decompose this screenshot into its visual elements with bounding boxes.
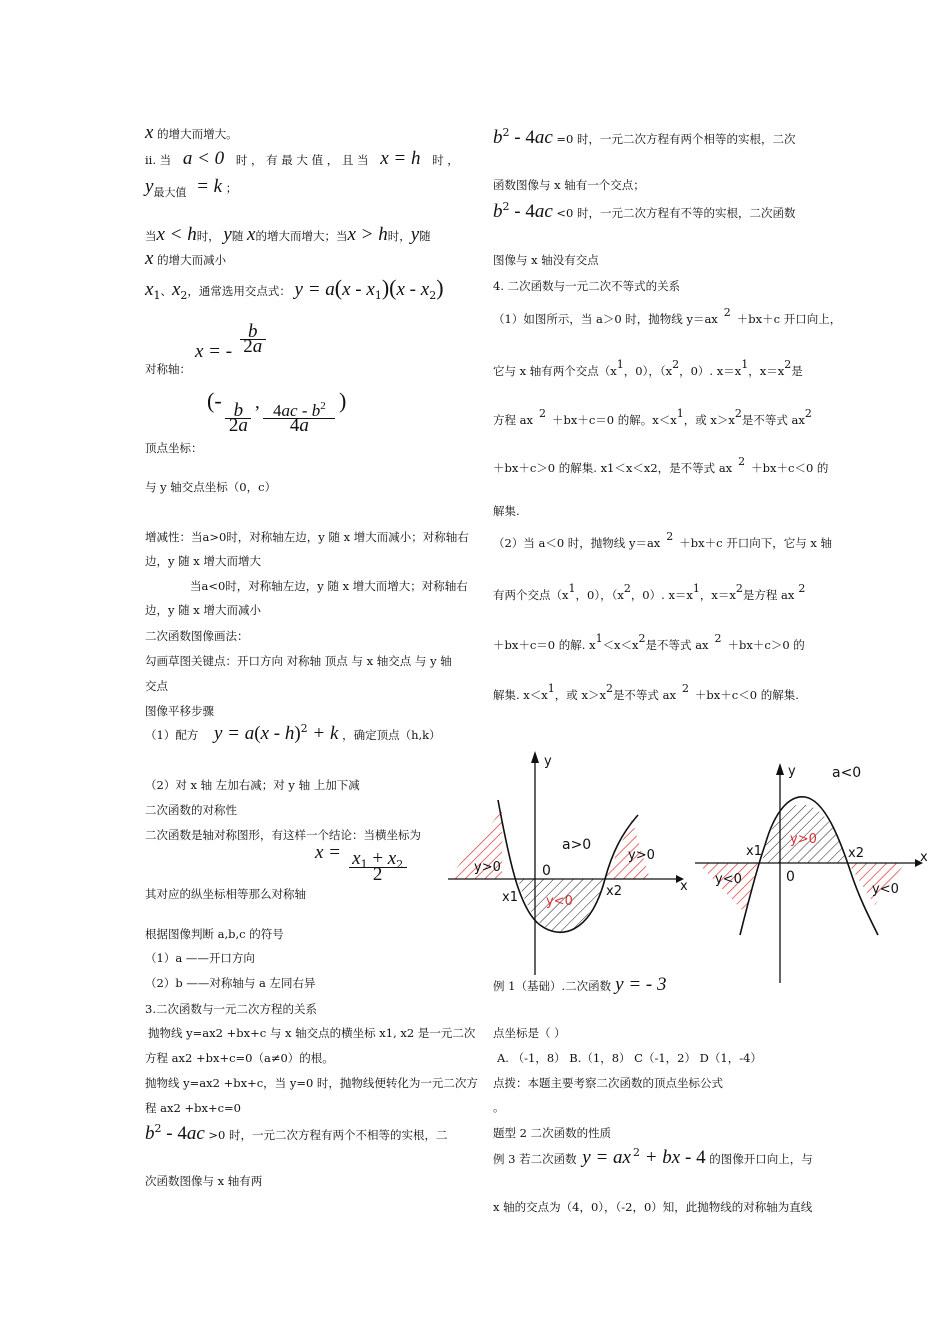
example-1-options: A. （-1，8） B.（1，8） C（-1，2） D（1，-4） [497, 1051, 762, 1065]
p3: 方程 ax $^2$ ＋bx＋c＝0 的解。$x<x^1$，或 $x>x^2$是不等式 $ax^2$ [493, 407, 812, 427]
relation-5: $b^2 - 4ac >0$ 时，一元二次方程有两个不相等的实根，二 [145, 1122, 448, 1144]
hint: 点拨：本题主要考察二次函数的顶点坐标公式 [493, 1076, 723, 1090]
x2-label: x2 [848, 846, 864, 861]
draw-title: 二次函数图像画法： [145, 629, 249, 643]
draw-2: 交点 [145, 679, 168, 693]
y-negative: y<0 [546, 894, 573, 909]
relation-6: 次函数图像与 x 轴有两 [145, 1174, 263, 1188]
monotonic-1: 增减性：当a>0时，对称轴左边，y 随 x 增大而减小；对称轴右 [145, 530, 469, 544]
p5: 解集. [493, 504, 520, 518]
example-1-question: 点坐标是（ ） [493, 1026, 566, 1040]
axis-formula: x = - $\frac{b}{2a}$ [195, 325, 266, 354]
p4: ＋bx＋c＞0 的解集. x1＜x＜x2，是不等式 ax $^2$ ＋bx＋c＜0 的 [493, 455, 829, 475]
parabola-figure [440, 745, 940, 985]
a-label: a>0 [562, 837, 592, 853]
y-positive: y>0 [790, 832, 817, 847]
sign-title: 根据图像判断 a,b,c 的符号 [145, 927, 284, 941]
y-intercept: 与 y 轴交点坐标（0，c） [145, 480, 277, 494]
x2-label: x2 [606, 884, 622, 899]
axis-label: 对称轴： [145, 362, 191, 376]
monotonic-4: 边，y 随 x 增大而减小 [145, 603, 261, 617]
sign-2: （2）b ——对称轴与 a 左同右异 [145, 976, 316, 990]
x1-label: x1 [746, 844, 762, 859]
vertex-label: 顶点坐标： [145, 441, 203, 455]
example-3: 例 3 若二次函数 y = ax $^2$ + bx - 4 的图像开口向上，与 [493, 1146, 813, 1168]
relation-4: 程 ax2 +bx+c=0 [145, 1101, 241, 1115]
vertex-formula: (- $\frac{b}{2a}$ , $\frac{4ac - b^2}{4a}$ ) [207, 387, 347, 436]
line-case-ii: ii. 当 a < 0 时 ， 有 最 大 值 ， 且 当 x = h 时 ， [145, 148, 459, 169]
monotonic-2: 边，y 随 x 增大而增大 [145, 554, 261, 568]
graph-a-positive [448, 751, 688, 975]
q1: （2）当 a＜0 时，抛物线 y＝ax $^2$ ＋bx＋c 开口向下，它与 x 轴 [493, 530, 833, 550]
q2: 有两个交点（$x^1$，0），（$x^2$，0）. $x=x^1$，$x=x^2$是方程 ax $^2$ [493, 582, 806, 602]
sym-formula: x = $x_1 + x_2$ 2 [315, 852, 407, 882]
example-3-cont: x 轴的交点为（4，0），（-2，0）知，此抛物线的对称轴为直线 [493, 1200, 813, 1214]
hint-dot: 。 [493, 1100, 505, 1114]
y-negative-left: y<0 [715, 872, 742, 887]
graph-a-negative [695, 763, 928, 983]
line-intersection-form: $x_1$、$x_2$，通常选用交点式： $y = a(x - x_1)(x - x_2)$ [145, 275, 444, 302]
right-line-2: 函数图像与 x 轴有一个交点； [493, 178, 645, 192]
relation-3: 抛物线 y=ax2 +bx+c，当 y=0 时，抛物线便转化为一元二次方 [145, 1076, 478, 1090]
shift-title: 图像平移步骤 [145, 704, 214, 718]
origin-label: 0 [786, 869, 795, 885]
shift-2: （2）对 x 轴 左加右减；对 y 轴 上加下减 [145, 778, 360, 792]
y-positive-left: y>0 [474, 860, 501, 875]
example-1: 例 1（基础）.二次函数 y = - 3 [493, 974, 667, 995]
line-monotonic: 当x < h时， y随 x的增大而增大；当x > h时，y随 [145, 224, 431, 245]
right-lt-zero: $b^2 - 4ac <0$ 时，一元二次方程有不等的实根，二次函数 [493, 200, 796, 222]
y-positive-right: y>0 [628, 848, 655, 863]
line-increase: x 的增大而增大。 [145, 122, 238, 143]
right-line-4: 图像与 x 轴没有交点 [493, 253, 599, 267]
y-axis-label: y [788, 764, 796, 779]
sym-title: 二次函数的对称性 [145, 803, 237, 817]
relation-title: 3.二次函数与一元二次方程的关系 [145, 1002, 317, 1016]
a-label: a<0 [832, 765, 862, 781]
q3: ＋bx＋c＝0 的解. $x^1<x<x^2$是不等式 ax $^2$ ＋bx＋c＞0 的 [493, 632, 805, 652]
type-2-title: 题型 2 二次函数的性质 [493, 1126, 612, 1140]
right-eq-zero: $b^2 - 4ac =0$ 时，一元二次方程有两个相等的实根，二次 [493, 126, 796, 148]
y-axis-label: y [544, 754, 552, 769]
draw-1: 勾画草图关键点：开口方向 对称轴 顶点 与 x 轴交点 与 y 轴 [145, 654, 452, 668]
x-axis-label: x [920, 850, 928, 865]
line-decrease: x 的增大而减小 [145, 248, 227, 269]
p1: （1）如图所示，当 a＞0 时，抛物线 y＝ax $^2$ ＋bx＋c 开口向上， [493, 306, 842, 326]
relation-2: 方程 ax2 +bx+c=0（a≠0）的根。 [145, 1051, 334, 1065]
y-negative-right: y<0 [872, 882, 899, 897]
x1-label: x1 [502, 890, 518, 905]
origin-label: 0 [542, 863, 551, 879]
monotonic-3: 当a<0时，对称轴左边，y 随 x 增大而增大；对称轴右 [190, 579, 468, 593]
sym-1: 二次函数是轴对称图形，有这样一个结论：当横坐标为 [145, 828, 421, 842]
p2: 它与 x 轴有两个交点（$x^1$，0），（$x^2$，0）. $x=x^1$，$x=x^2$是 [493, 358, 803, 378]
inequality-title: 4. 二次函数与一元二次不等式的关系 [493, 279, 681, 293]
shift-1: （1）配方 y = a(x - h)$^2$ + k ，确定顶点（h,k） [145, 722, 441, 744]
sym-2: 其对应的纵坐标相等那么对称轴 [145, 887, 306, 901]
sign-1: （1）a ——开口方向 [145, 951, 255, 965]
relation-1: 抛物线 y=ax2 +bx+c 与 x 轴交点的横坐标 x1, x2 是一元二次 [148, 1026, 476, 1040]
line-max-value: $y_{最大值} = k$ ； [145, 176, 238, 199]
x-axis-label: x [680, 879, 688, 894]
q4: 解集. $x<x^1$，或 $x>x^2$是不等式 ax $^2$ ＋bx＋c＜0 的解集. [493, 682, 799, 702]
